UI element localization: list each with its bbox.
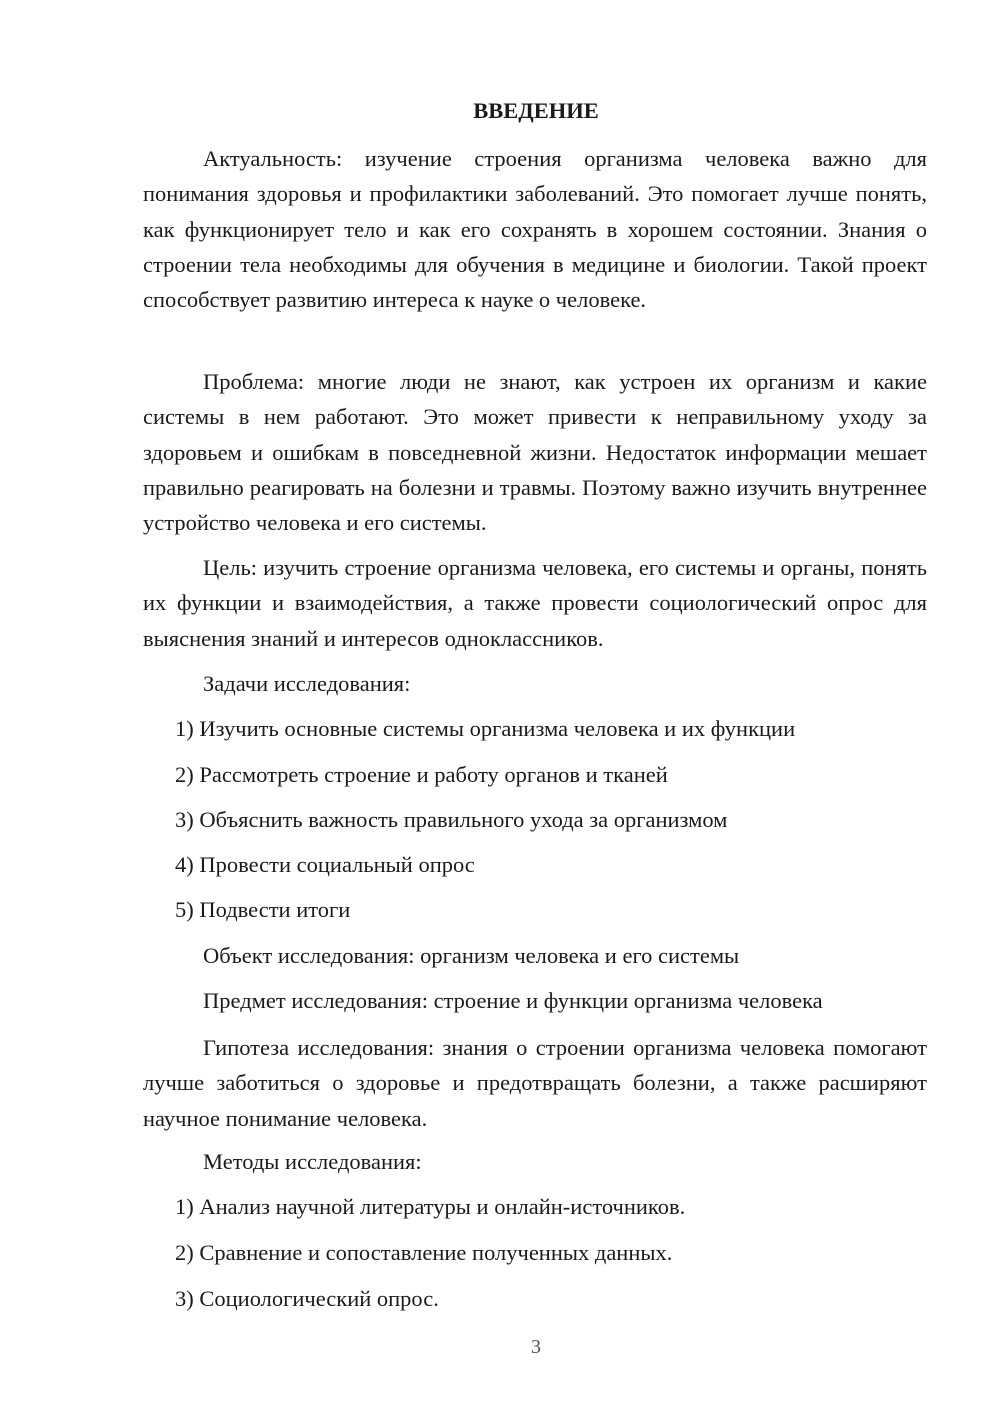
page-number: 3 bbox=[531, 1336, 541, 1358]
task-item-5: 5) Подвести итоги bbox=[175, 897, 351, 922]
paragraph-problem: Проблема: многие люди не знают, как устроен их организм и какие системы в нем работают. Это может привести к неправильному уходу за здоровьем и ошибкам в повседневной жизни. Недостаток информации мешает правильно реагировать на болезни и травмы. Поэтому важно изучить внутреннее устройство человека и его системы. bbox=[143, 369, 927, 536]
page-heading: ВВЕДЕНИЕ bbox=[473, 98, 599, 123]
method-item-1: 1) Анализ научной литературы и онлайн-источников. bbox=[175, 1194, 686, 1219]
paragraph-goal: Цель: изучить строение организма человека, его системы и органы, понять их функции и взаимодействия, а также провести социологический опрос для выяснения знаний и интересов одноклассников. bbox=[143, 555, 927, 651]
method-item-2: 2) Сравнение и сопоставление полученных данных. bbox=[175, 1240, 673, 1265]
tasks-title: Задачи исследования: bbox=[203, 671, 411, 696]
task-item-2: 2) Рассмотреть строение и работу органов и тканей bbox=[175, 762, 668, 787]
paragraph-hypothesis: Гипотеза исследования: знания о строении организма человека помогают лучше заботиться о здоровье и предотвращать болезни, а также расширяют научное понимание человека. bbox=[143, 1035, 927, 1131]
task-item-4: 4) Провести социальный опрос bbox=[175, 852, 475, 877]
method-item-3: 3) Социологический опрос. bbox=[175, 1286, 439, 1311]
task-item-3: 3) Объяснить важность правильного ухода за организмом bbox=[175, 807, 728, 832]
methods-title: Методы исследования: bbox=[203, 1149, 422, 1174]
paragraph-actuality: Актуальность: изучение строения организма человека важно для понимания здоровья и профилактики заболеваний. Это помогает лучше понять, как функционирует тело и как его сохранять в хорошем состоянии. Знания о строении тела необходимы для обучения в медицине и биологии. Такой проект способствует развитию интереса к науке о человеке. bbox=[143, 146, 927, 313]
task-item-1: 1) Изучить основные системы организма человека и их функции bbox=[175, 716, 796, 741]
research-subject: Предмет исследования: строение и функции организма человека bbox=[203, 988, 823, 1013]
research-object: Объект исследования: организм человека и его системы bbox=[203, 943, 740, 968]
